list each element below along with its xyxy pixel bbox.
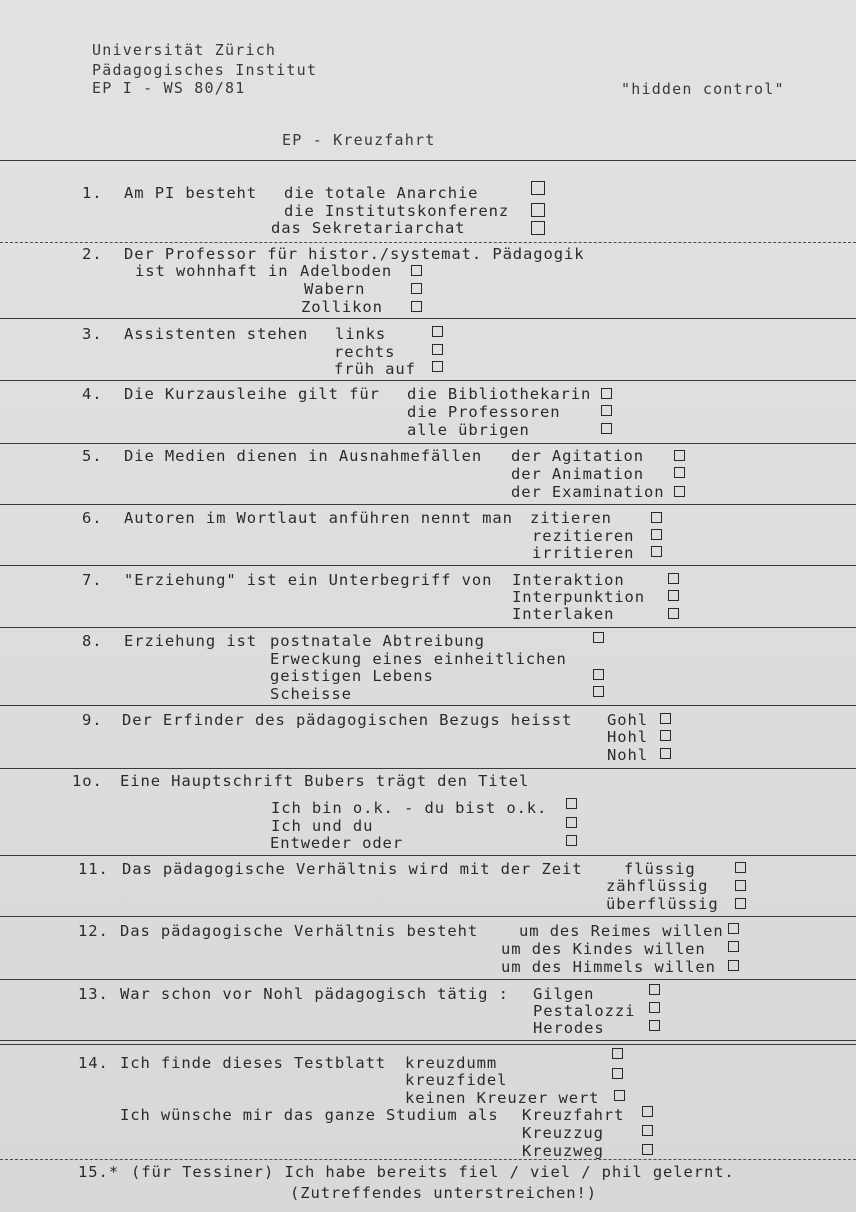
- question-number: 12.: [78, 922, 109, 940]
- option-label: das Sekretariarchat: [271, 219, 466, 237]
- option-label: keinen Kreuzer wert: [405, 1089, 600, 1107]
- course-semester: EP I - WS 80/81: [92, 79, 246, 97]
- option-label: Ich und du: [271, 817, 374, 835]
- answer-checkbox[interactable]: [601, 423, 612, 434]
- divider: [0, 705, 856, 706]
- question-number: 3.: [82, 325, 103, 343]
- question-number: 1.: [82, 184, 103, 202]
- answer-checkbox[interactable]: [531, 221, 545, 235]
- option-label: Erweckung eines einheitlichen: [270, 650, 567, 668]
- question-stem: Autoren im Wortlaut anführen nennt man: [124, 509, 513, 527]
- answer-checkbox[interactable]: [668, 573, 679, 584]
- option-label: Nohl: [607, 746, 648, 764]
- answer-checkbox[interactable]: [593, 686, 604, 697]
- answer-checkbox[interactable]: [566, 835, 577, 846]
- question-stem: Erziehung ist: [124, 632, 258, 650]
- instruction-note: (Zutreffendes unterstreichen!): [290, 1184, 597, 1202]
- question-stem: Die Medien dienen in Ausnahmefällen: [124, 447, 483, 465]
- answer-checkbox[interactable]: [432, 344, 443, 355]
- option-label: um des Himmels willen: [501, 958, 716, 976]
- answer-checkbox[interactable]: [642, 1144, 653, 1155]
- option-label: Scheisse: [270, 685, 352, 703]
- question-number: 11.: [78, 860, 109, 878]
- option-label: die Institutskonferenz: [284, 202, 510, 220]
- option-label: um des Kindes willen: [501, 940, 706, 958]
- question-stem: Der Professor für histor./systemat. Pädagogik: [124, 245, 585, 263]
- answer-checkbox[interactable]: [411, 283, 422, 294]
- answer-checkbox[interactable]: [612, 1068, 623, 1079]
- option-label: Kreuzzug: [522, 1124, 604, 1142]
- answer-checkbox[interactable]: [566, 817, 577, 828]
- answer-checkbox[interactable]: [612, 1048, 623, 1059]
- question-number: 5.: [82, 447, 103, 465]
- answer-checkbox[interactable]: [660, 730, 671, 741]
- divider: [0, 916, 856, 917]
- option-label: Hohl: [607, 728, 648, 746]
- answer-checkbox[interactable]: [432, 326, 443, 337]
- question-number: 8.: [82, 632, 103, 650]
- divider: [0, 1159, 856, 1160]
- option-label: Interpunktion: [512, 588, 646, 606]
- option-label: zähflüssig: [606, 877, 709, 895]
- question-stem: Ich finde dieses Testblatt: [120, 1054, 387, 1072]
- question-stem: War schon vor Nohl pädagogisch tätig :: [120, 985, 509, 1003]
- option-label: die Bibliothekarin: [407, 385, 592, 403]
- answer-checkbox[interactable]: [735, 898, 746, 909]
- answer-checkbox[interactable]: [642, 1106, 653, 1117]
- option-label: Herodes: [533, 1019, 605, 1037]
- answer-checkbox[interactable]: [735, 862, 746, 873]
- option-label: geistigen Lebens: [270, 667, 434, 685]
- answer-checkbox[interactable]: [651, 546, 662, 557]
- option-label: Zollikon: [301, 298, 383, 316]
- divider: [0, 1040, 856, 1041]
- option-label: Ich bin o.k. - du bist o.k.: [271, 799, 548, 817]
- option-label: kreuzfidel: [405, 1071, 508, 1089]
- question-stem: Am PI besteht: [124, 184, 258, 202]
- answer-checkbox[interactable]: [674, 486, 685, 497]
- option-label: der Agitation: [511, 447, 645, 465]
- answer-checkbox[interactable]: [601, 405, 612, 416]
- divider: [0, 1044, 856, 1045]
- answer-checkbox[interactable]: [432, 361, 443, 372]
- question-number: 2.: [82, 245, 103, 263]
- option-label: Pestalozzi: [533, 1002, 636, 1020]
- answer-checkbox[interactable]: [649, 984, 660, 995]
- answer-checkbox[interactable]: [735, 880, 746, 891]
- option-label: Kreuzfahrt: [522, 1106, 625, 1124]
- answer-checkbox[interactable]: [728, 941, 739, 952]
- answer-checkbox[interactable]: [531, 203, 545, 217]
- question-stem: ist wohnhaft in: [135, 262, 289, 280]
- question-stem: Eine Hauptschrift Bubers trägt den Titel: [120, 772, 530, 790]
- question-number: 6.: [82, 509, 103, 527]
- answer-checkbox[interactable]: [642, 1125, 653, 1136]
- answer-checkbox[interactable]: [593, 669, 604, 680]
- question-number: 7.: [82, 571, 103, 589]
- divider: [0, 855, 856, 856]
- divider: [0, 242, 856, 243]
- question-stem: "Erziehung" ist ein Unterbegriff von: [124, 571, 493, 589]
- option-label: Interaktion: [512, 571, 625, 589]
- answer-checkbox[interactable]: [674, 467, 685, 478]
- question-stem: Das pädagogische Verhältnis besteht: [120, 922, 479, 940]
- answer-checkbox[interactable]: [411, 301, 422, 312]
- option-label: postnatale Abtreibung: [270, 632, 485, 650]
- option-label: Adelboden: [300, 262, 393, 280]
- hidden-control-tag: "hidden control": [621, 80, 785, 98]
- question-stem: Der Erfinder des pädagogischen Bezugs heisst: [122, 711, 573, 729]
- answer-checkbox[interactable]: [728, 923, 739, 934]
- answer-checkbox[interactable]: [649, 1020, 660, 1031]
- sheet-title: EP - Kreuzfahrt: [282, 131, 436, 149]
- question-stem: Ich wünsche mir das ganze Studium als: [120, 1106, 499, 1124]
- answer-checkbox[interactable]: [660, 713, 671, 724]
- option-label: die totale Anarchie: [284, 184, 479, 202]
- answer-checkbox[interactable]: [566, 798, 577, 809]
- option-label: überflüssig: [606, 895, 719, 913]
- option-label: rechts: [334, 343, 396, 361]
- option-label: Kreuzweg: [522, 1142, 604, 1160]
- answer-checkbox[interactable]: [674, 450, 685, 461]
- answer-checkbox[interactable]: [651, 529, 662, 540]
- option-label: der Examination: [511, 483, 665, 501]
- university-name: Universität Zürich: [92, 41, 277, 59]
- institute-name: Pädagogisches Institut: [92, 61, 318, 79]
- answer-checkbox[interactable]: [411, 265, 422, 276]
- answer-checkbox[interactable]: [649, 1002, 660, 1013]
- option-label: Gilgen: [533, 985, 595, 1003]
- divider: [0, 380, 856, 381]
- option-label: alle übrigen: [407, 421, 530, 439]
- answer-checkbox[interactable]: [531, 181, 545, 195]
- answer-checkbox[interactable]: [593, 632, 604, 643]
- divider: [0, 318, 856, 319]
- question-stem: (für Tessiner) Ich habe bereits fiel / viel / phil gelernt.: [131, 1163, 735, 1181]
- answer-checkbox[interactable]: [651, 512, 662, 523]
- option-label: Wabern: [304, 280, 366, 298]
- question-number: 9.: [82, 711, 103, 729]
- divider: [0, 627, 856, 628]
- option-label: kreuzdumm: [405, 1054, 498, 1072]
- divider: [0, 504, 856, 505]
- option-label: Entweder oder: [270, 834, 404, 852]
- answer-checkbox[interactable]: [614, 1090, 625, 1101]
- option-label: Interlaken: [512, 605, 615, 623]
- option-label: um des Reimes willen: [519, 922, 724, 940]
- question-stem: Das pädagogische Verhältnis wird mit der Zeit: [122, 860, 583, 878]
- option-label: früh auf: [334, 360, 416, 378]
- divider: [0, 768, 856, 769]
- answer-checkbox[interactable]: [728, 960, 739, 971]
- divider: [0, 565, 856, 566]
- question-number: 15.*: [78, 1163, 119, 1181]
- divider: [0, 160, 856, 161]
- answer-checkbox[interactable]: [668, 608, 679, 619]
- answer-checkbox[interactable]: [668, 590, 679, 601]
- question-number: 13.: [78, 985, 109, 1003]
- question-stem: Die Kurzausleihe gilt für: [124, 385, 380, 403]
- option-label: flüssig: [624, 860, 696, 878]
- question-number: 4.: [82, 385, 103, 403]
- option-label: die Professoren: [407, 403, 561, 421]
- option-label: Gohl: [607, 711, 648, 729]
- question-number: 14.: [78, 1054, 109, 1072]
- option-label: rezitieren: [532, 527, 635, 545]
- answer-checkbox[interactable]: [660, 748, 671, 759]
- option-label: irritieren: [532, 544, 635, 562]
- option-label: zitieren: [530, 509, 612, 527]
- option-label: links: [335, 325, 387, 343]
- divider: [0, 443, 856, 444]
- answer-checkbox[interactable]: [601, 388, 612, 399]
- question-number: 1o.: [72, 772, 103, 790]
- question-stem: Assistenten stehen: [124, 325, 309, 343]
- option-label: der Animation: [511, 465, 645, 483]
- divider: [0, 979, 856, 980]
